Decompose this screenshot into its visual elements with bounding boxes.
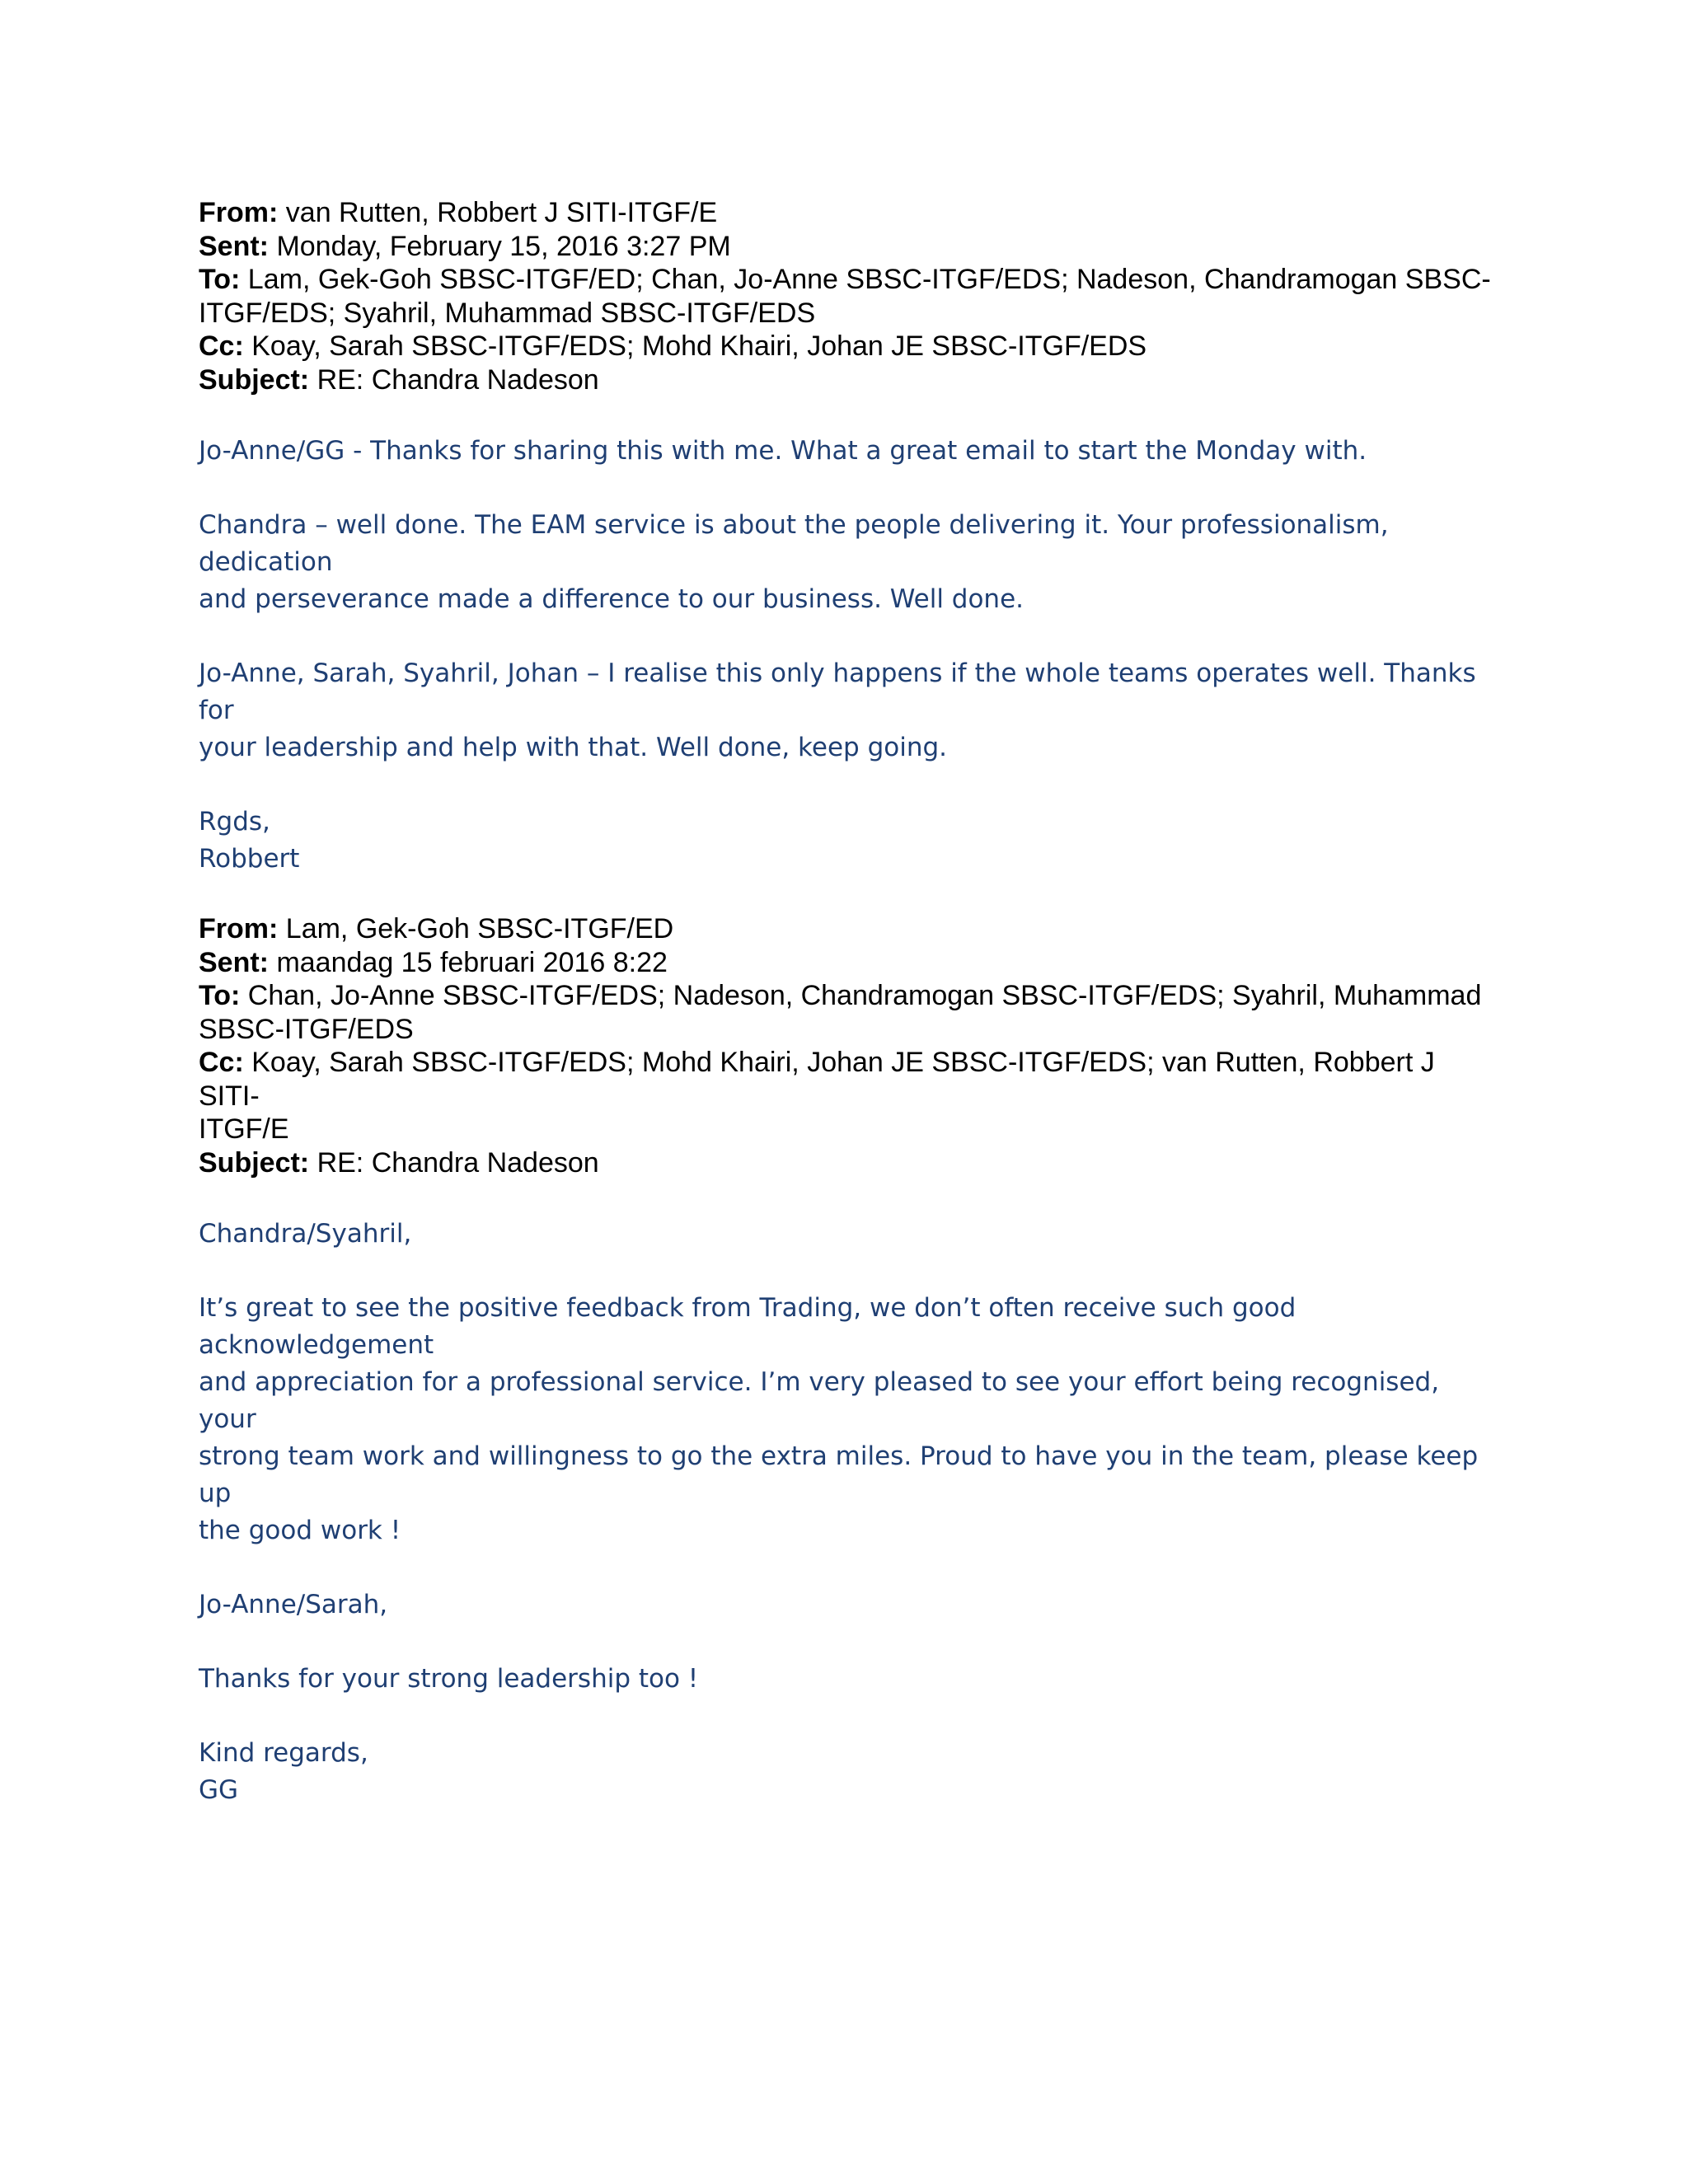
email2-cc-row [199, 1046, 1501, 1113]
email1-subject-row [199, 363, 1501, 397]
email1-paragraph-2-line-2: and perseverance made a difference to our business. Well done. [199, 584, 1025, 614]
email1-to-row-cont [199, 297, 1501, 330]
email2-paragraph-1-line-4: the good work ! [199, 1516, 401, 1545]
email2-closing: Kind regards, [199, 1738, 368, 1768]
email2-to-row [199, 979, 1501, 1013]
cc-value: Koay, Sarah SBSC-ITGF/EDS; Mohd Khairi, Johan JE SBSC-ITGF/EDS [251, 330, 1147, 362]
subject-label: Subject: [199, 1146, 310, 1179]
from-value: van Rutten, Robbert J SITI-ITGF/E [285, 197, 718, 228]
email2-from-row [199, 912, 1501, 946]
from-value: Lam, Gek-Goh SBSC-ITGF/ED [285, 913, 674, 944]
sent-value: Monday, February 15, 2016 3:27 PM [276, 230, 731, 262]
email2-paragraph-1-line-1: It’s great to see the positive feedback from Trading, we don’t often receive such good acknowledgement [199, 1293, 1296, 1360]
subject-label: Subject: [199, 363, 310, 396]
subject-value: RE: Chandra Nadeson [316, 363, 599, 396]
cc-label: Cc: [199, 330, 244, 362]
cc-value-cont: ITGF/E [199, 1113, 289, 1145]
email2-signature: GG [199, 1775, 239, 1805]
to-value-cont: ITGF/EDS; Syahril, Muhammad SBSC-ITGF/EDS [199, 297, 816, 329]
to-value-cont: SBSC-ITGF/EDS [199, 1013, 414, 1045]
email1-cc-row [199, 330, 1501, 363]
email1-body [199, 433, 1501, 878]
email2-greeting-1: Chandra/Syahril, [199, 1219, 412, 1249]
email1-from-row [199, 196, 1501, 230]
email1-paragraph-2-line-1: Chandra – well done. The EAM service is about the people delivering it. Your professionalism, dedication [199, 510, 1389, 577]
email2-cc-row-cont [199, 1113, 1501, 1146]
to-label: To: [199, 264, 241, 295]
from-label: From: [199, 197, 279, 228]
email1-paragraph-1: Jo-Anne/GG - Thanks for sharing this with me. What a great email to start the Monday with. [199, 436, 1367, 466]
to-value: Chan, Jo-Anne SBSC-ITGF/EDS; Nadeson, Chandramogan SBSC-ITGF/EDS; Syahril, Muhammad [247, 980, 1482, 1011]
email2-body [199, 1216, 1501, 1809]
email2-sent-row [199, 946, 1501, 980]
email2-greeting-2: Jo-Anne/Sarah, [199, 1590, 388, 1619]
sent-label: Sent: [199, 946, 269, 978]
email1-signature: Robbert [199, 844, 300, 874]
email2-to-row-cont [199, 1013, 1501, 1047]
cc-label: Cc: [199, 1047, 244, 1078]
email-thread [199, 196, 1501, 1809]
cc-value: Koay, Sarah SBSC-ITGF/EDS; Mohd Khairi, Johan JE SBSC-ITGF/EDS; van Rutten, Robbert J SITI- [199, 1047, 1435, 1112]
from-label: From: [199, 913, 279, 944]
email1-header [199, 196, 1501, 396]
email1-sent-row [199, 230, 1501, 264]
email2-header [199, 912, 1501, 1179]
to-label: To: [199, 980, 241, 1011]
sent-label: Sent: [199, 230, 269, 262]
email2-paragraph-1-line-3: strong team work and willingness to go the extra miles. Proud to have you in the team, please keep up [199, 1441, 1479, 1508]
to-value: Lam, Gek-Goh SBSC-ITGF/ED; Chan, Jo-Anne SBSC-ITGF/EDS; Nadeson, Chandramogan SBSC- [247, 264, 1491, 295]
sent-value: maandag 15 februari 2016 8:22 [276, 946, 668, 978]
subject-value: RE: Chandra Nadeson [316, 1146, 599, 1179]
email2-subject-row [199, 1146, 1501, 1180]
email1-paragraph-3-line-2: your leadership and help with that. Well done, keep going. [199, 733, 948, 762]
email2-paragraph-2: Thanks for your strong leadership too ! [199, 1664, 699, 1694]
email1-to-row [199, 263, 1501, 297]
email1-closing: Rgds, [199, 807, 270, 837]
email2-paragraph-1-line-2: and appreciation for a professional service. I’m very pleased to see your effort being recognised, your [199, 1367, 1440, 1434]
email1-paragraph-3-line-1: Jo-Anne, Sarah, Syahril, Johan – I realise this only happens if the whole teams operates well. Thanks for [199, 658, 1476, 725]
